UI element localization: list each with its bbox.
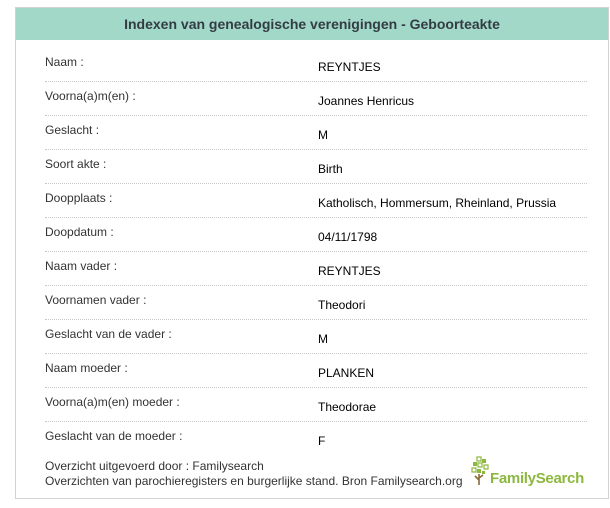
field-row-geslacht — [45, 116, 587, 150]
field-label: Naam : — [45, 55, 84, 69]
field-label: Geslacht van de moeder : — [45, 429, 183, 443]
logo-text: FamilySearch — [490, 470, 584, 487]
familysearch-logo[interactable] — [471, 456, 596, 490]
field-row-doopplaats — [45, 184, 587, 218]
field-row-voornamen-vader — [45, 286, 587, 320]
field-value: REYNTJES — [318, 264, 381, 278]
page-title: Indexen van genealogische verenigingen - Geboorteakte — [16, 8, 608, 40]
field-row-naam-vader — [45, 252, 587, 286]
source-note-line: Overzichten van parochieregisters en burgerlijke stand. Bron Familysearch.org — [45, 474, 463, 488]
field-label: Soort akte : — [45, 157, 107, 171]
field-row-voornamen — [45, 82, 587, 116]
field-label: Geslacht van de vader : — [45, 327, 172, 341]
field-value: Katholisch, Hommersum, Rheinland, Prussia — [318, 196, 557, 210]
field-row-voornamen-moeder — [45, 388, 587, 422]
field-row-naam-moeder — [45, 354, 587, 388]
record-fields — [45, 48, 587, 456]
field-value: M — [318, 128, 328, 142]
field-value: Theodori — [318, 298, 366, 312]
source-note — [45, 459, 463, 489]
field-value: Theodorae — [318, 400, 377, 414]
field-value: Joannes Henricus — [318, 94, 415, 108]
field-value: PLANKEN — [318, 366, 375, 380]
field-value: F — [318, 434, 326, 448]
field-label: Voornamen vader : — [45, 293, 147, 307]
field-label: Voorna(a)m(en) : — [45, 89, 136, 103]
field-row-soort-akte — [45, 150, 587, 184]
field-row-doopdatum — [45, 218, 587, 252]
field-label: Voorna(a)m(en) moeder : — [45, 395, 180, 409]
field-label: Doopdatum : — [45, 225, 114, 239]
field-row-geslacht-vader — [45, 320, 587, 354]
field-value: 04/11/1798 — [318, 230, 378, 244]
field-value: Birth — [318, 162, 343, 176]
field-value: REYNTJES — [318, 60, 381, 74]
record-card — [15, 7, 609, 499]
field-label: Doopplaats : — [45, 191, 113, 205]
source-note-line: Overzicht uitgevoerd door : Familysearch — [45, 459, 264, 473]
field-label: Naam vader : — [45, 259, 118, 273]
field-row-geslacht-moeder — [45, 422, 587, 456]
field-label: Naam moeder : — [45, 361, 128, 375]
field-value: M — [318, 332, 328, 346]
field-label: Geslacht : — [45, 123, 100, 137]
field-row-naam — [45, 48, 587, 82]
